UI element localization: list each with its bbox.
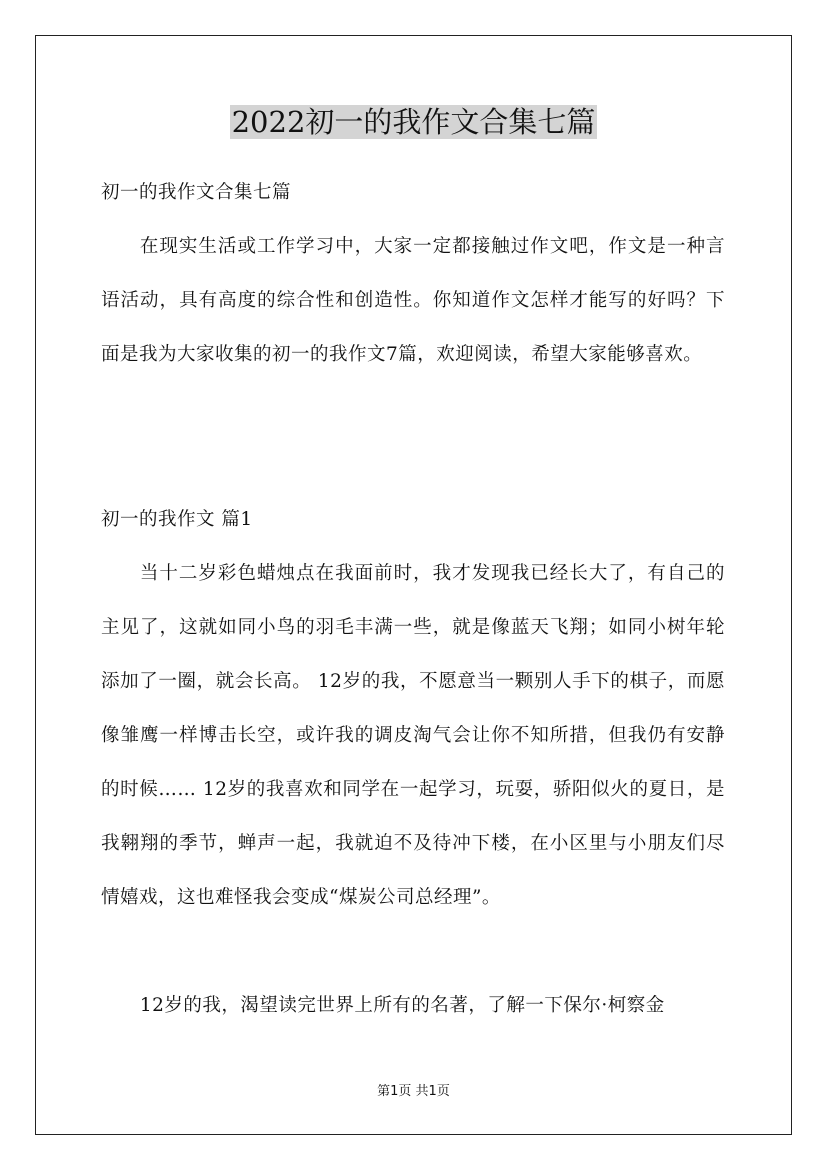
body-paragraph: 当十二岁彩色蜡烛点在我面前时，我才发现我已经长大了，有自己的主见了，这就如同小鸟的羽毛丰满一些，就是像蓝天飞翔；如同小树年轮添加了一圈，就会长高。 12岁的我，不愿意当一颗别人手下的棋子，而愿像雏鹰一样博击长空，或许我的调皮淘气会让你不知所措，但我仍有安静的时候…… 12岁的我喜欢和同学在一起学习，玩耍，骄阳似火的夏日，是我翱翔的季节，蝉声一起，我就迫不及待冲下楼，在小区里与小朋友们尽情嬉戏，这也难怪我会变成“煤炭公司总经理”。	[101, 563, 725, 908]
document-title-text: 2022初一的我作文合集七篇	[231, 105, 596, 139]
intro-paragraph: 在现实生活或工作学习中，大家一定都接触过作文吧，作文是一种言语活动，具有高度的综合性和创造性。你知道作文怎样才能写的好吗？下面是我为大家收集的初一的我作文7篇，欢迎阅读，希望大家能够喜欢。	[101, 236, 725, 365]
document-title	[0, 100, 827, 144]
document-subtitle: 初一的我作文合集七篇	[101, 182, 292, 203]
page-footer: 第1页 共1页	[377, 1084, 450, 1099]
section-heading: 初一的我作文 篇1	[101, 509, 253, 530]
body-paragraph-continued: 12岁的我，渴望读完世界上所有的名著，了解一下保尔·柯察金	[139, 995, 665, 1016]
